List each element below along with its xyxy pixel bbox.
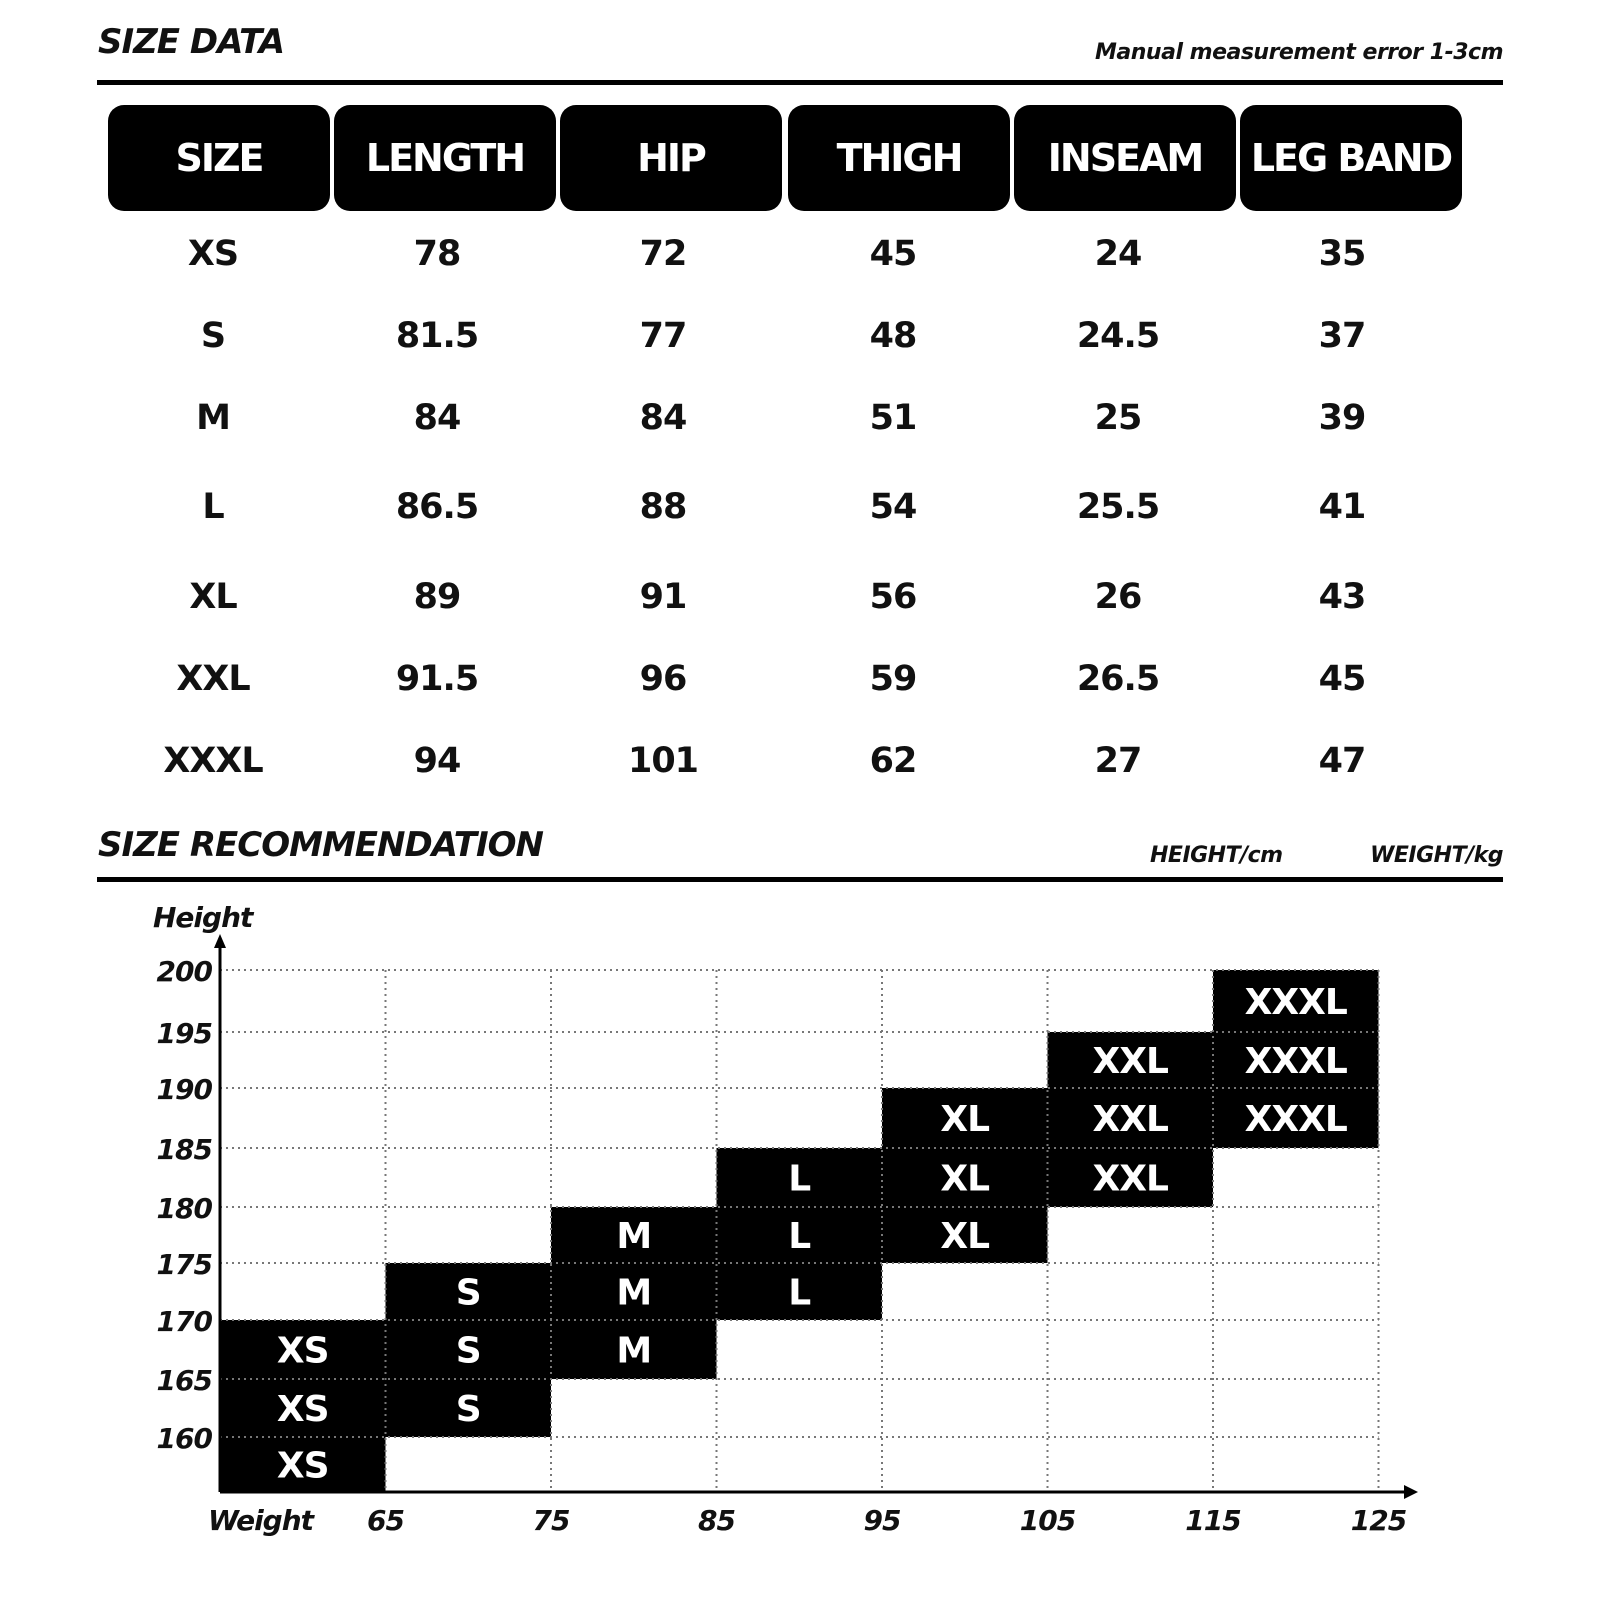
measurement-cell: 45 [1318,659,1366,699]
size-label-cell: L [202,487,224,527]
size-label-cell: XXL [176,659,250,699]
x-tick-label: 125 [1350,1504,1407,1537]
measurement-cell: 24.5 [1076,316,1160,356]
size-block-label: XS [276,1445,329,1487]
measurement-cell: 26.5 [1076,659,1160,699]
size-block-label: XXL [1092,1041,1168,1082]
measurement-cell: 94 [413,741,461,781]
measurement-cell: 88 [639,487,687,527]
y-tick-label: 170 [156,1305,212,1338]
measurement-cell: 45 [869,234,917,274]
x-tick-label: 75 [532,1504,570,1537]
measurement-cell: 35 [1318,234,1366,274]
header-thigh: THIGH [788,105,1010,211]
size-block-label: XXXL [1244,1041,1347,1082]
size-block-label: M [616,1272,652,1314]
measurement-cell: 86.5 [395,487,479,527]
measurement-cell: 91.5 [395,659,479,699]
y-axis-arrow-icon [214,934,226,948]
measurement-cell: 59 [869,659,917,699]
y-axis-label: Height [153,901,253,934]
measurement-cell: 27 [1094,741,1142,781]
measurement-cell: 84 [639,398,687,438]
y-tick-label: 185 [156,1133,212,1166]
measurement-cell: 78 [413,234,461,274]
measurement-cell: 81.5 [395,316,479,356]
size-block-label: M [616,1216,652,1257]
y-tick-label: 180 [156,1192,212,1225]
x-tick-label: 115 [1185,1504,1241,1537]
size-block-label: XL [940,1158,990,1200]
size-block-label: XS [276,1330,329,1372]
measurement-error-note: Manual measurement error 1-3cm [1095,40,1503,65]
x-tick-label: 105 [1019,1504,1076,1537]
size-block-label: XL [940,1216,990,1257]
size-block-label: XXXL [1244,982,1347,1023]
size-block-label: L [788,1272,811,1314]
y-tick-label: 160 [156,1422,212,1455]
size-block-label: XL [940,1099,990,1140]
measurement-cell: 89 [413,577,461,617]
measurement-cell: 37 [1318,316,1366,356]
x-axis-label: Weight [208,1504,314,1537]
x-axis-arrow-icon [1404,1485,1418,1499]
measurement-cell: 91 [639,577,687,617]
measurement-cell: 101 [627,741,699,781]
size-label-cell: M [196,398,230,438]
measurement-cell: 39 [1318,398,1366,438]
header-size: SIZE [108,105,330,211]
size-label-cell: XS [187,234,239,274]
size-label-cell: XXXL [163,741,263,781]
size-block-label: L [788,1216,811,1257]
size-recommendation-title: SIZE RECOMMENDATION [98,825,543,865]
size-label-cell: XL [189,577,237,617]
measurement-cell: 54 [869,487,917,527]
x-tick-label: 85 [698,1504,735,1537]
y-tick-label: 190 [156,1073,212,1106]
y-tick-label: 175 [156,1248,212,1281]
measurement-cell: 25 [1094,398,1142,438]
size-block-label: M [616,1330,652,1372]
measurement-cell: 51 [869,398,917,438]
size-block-label: XXL [1092,1099,1168,1140]
measurement-cell: 77 [639,316,687,356]
size-block-label: XXXL [1244,1099,1347,1140]
header-hip: HIP [560,105,782,211]
y-tick-label: 165 [156,1364,212,1397]
measurement-cell: 62 [869,741,917,781]
size-block-label: L [788,1158,811,1200]
measurement-cell: 84 [413,398,461,438]
header-inseam: INSEAM [1014,105,1236,211]
measurement-cell: 26 [1094,577,1142,617]
y-tick-label: 195 [156,1017,212,1050]
measurement-cell: 48 [869,316,917,356]
measurement-cell: 41 [1318,487,1366,527]
measurement-cell: 56 [869,577,917,617]
size-label-cell: S [200,316,226,356]
size-block-label: S [455,1330,481,1372]
x-tick-label: 95 [863,1504,901,1537]
measurement-cell: 25.5 [1076,487,1160,527]
size-block-label: XXL [1092,1158,1168,1200]
header-length: LENGTH [334,105,556,211]
measurement-cell: 47 [1318,741,1366,781]
height-unit-label: HEIGHT/cm [1150,843,1283,868]
measurement-cell: 24 [1094,234,1142,274]
header-leg-band: LEG BAND [1240,105,1462,211]
weight-unit-label: WEIGHT/kg [1370,843,1503,868]
measurement-cell: 96 [639,659,687,699]
size-block-label: XS [276,1389,329,1430]
size-block-label: S [455,1272,481,1314]
measurement-cell: 43 [1318,577,1366,617]
size-data-title: SIZE DATA [98,22,285,62]
measurement-cell: 72 [639,234,687,274]
x-tick-label: 65 [367,1504,404,1537]
y-tick-label: 200 [156,955,212,988]
size-block-label: S [455,1389,481,1430]
